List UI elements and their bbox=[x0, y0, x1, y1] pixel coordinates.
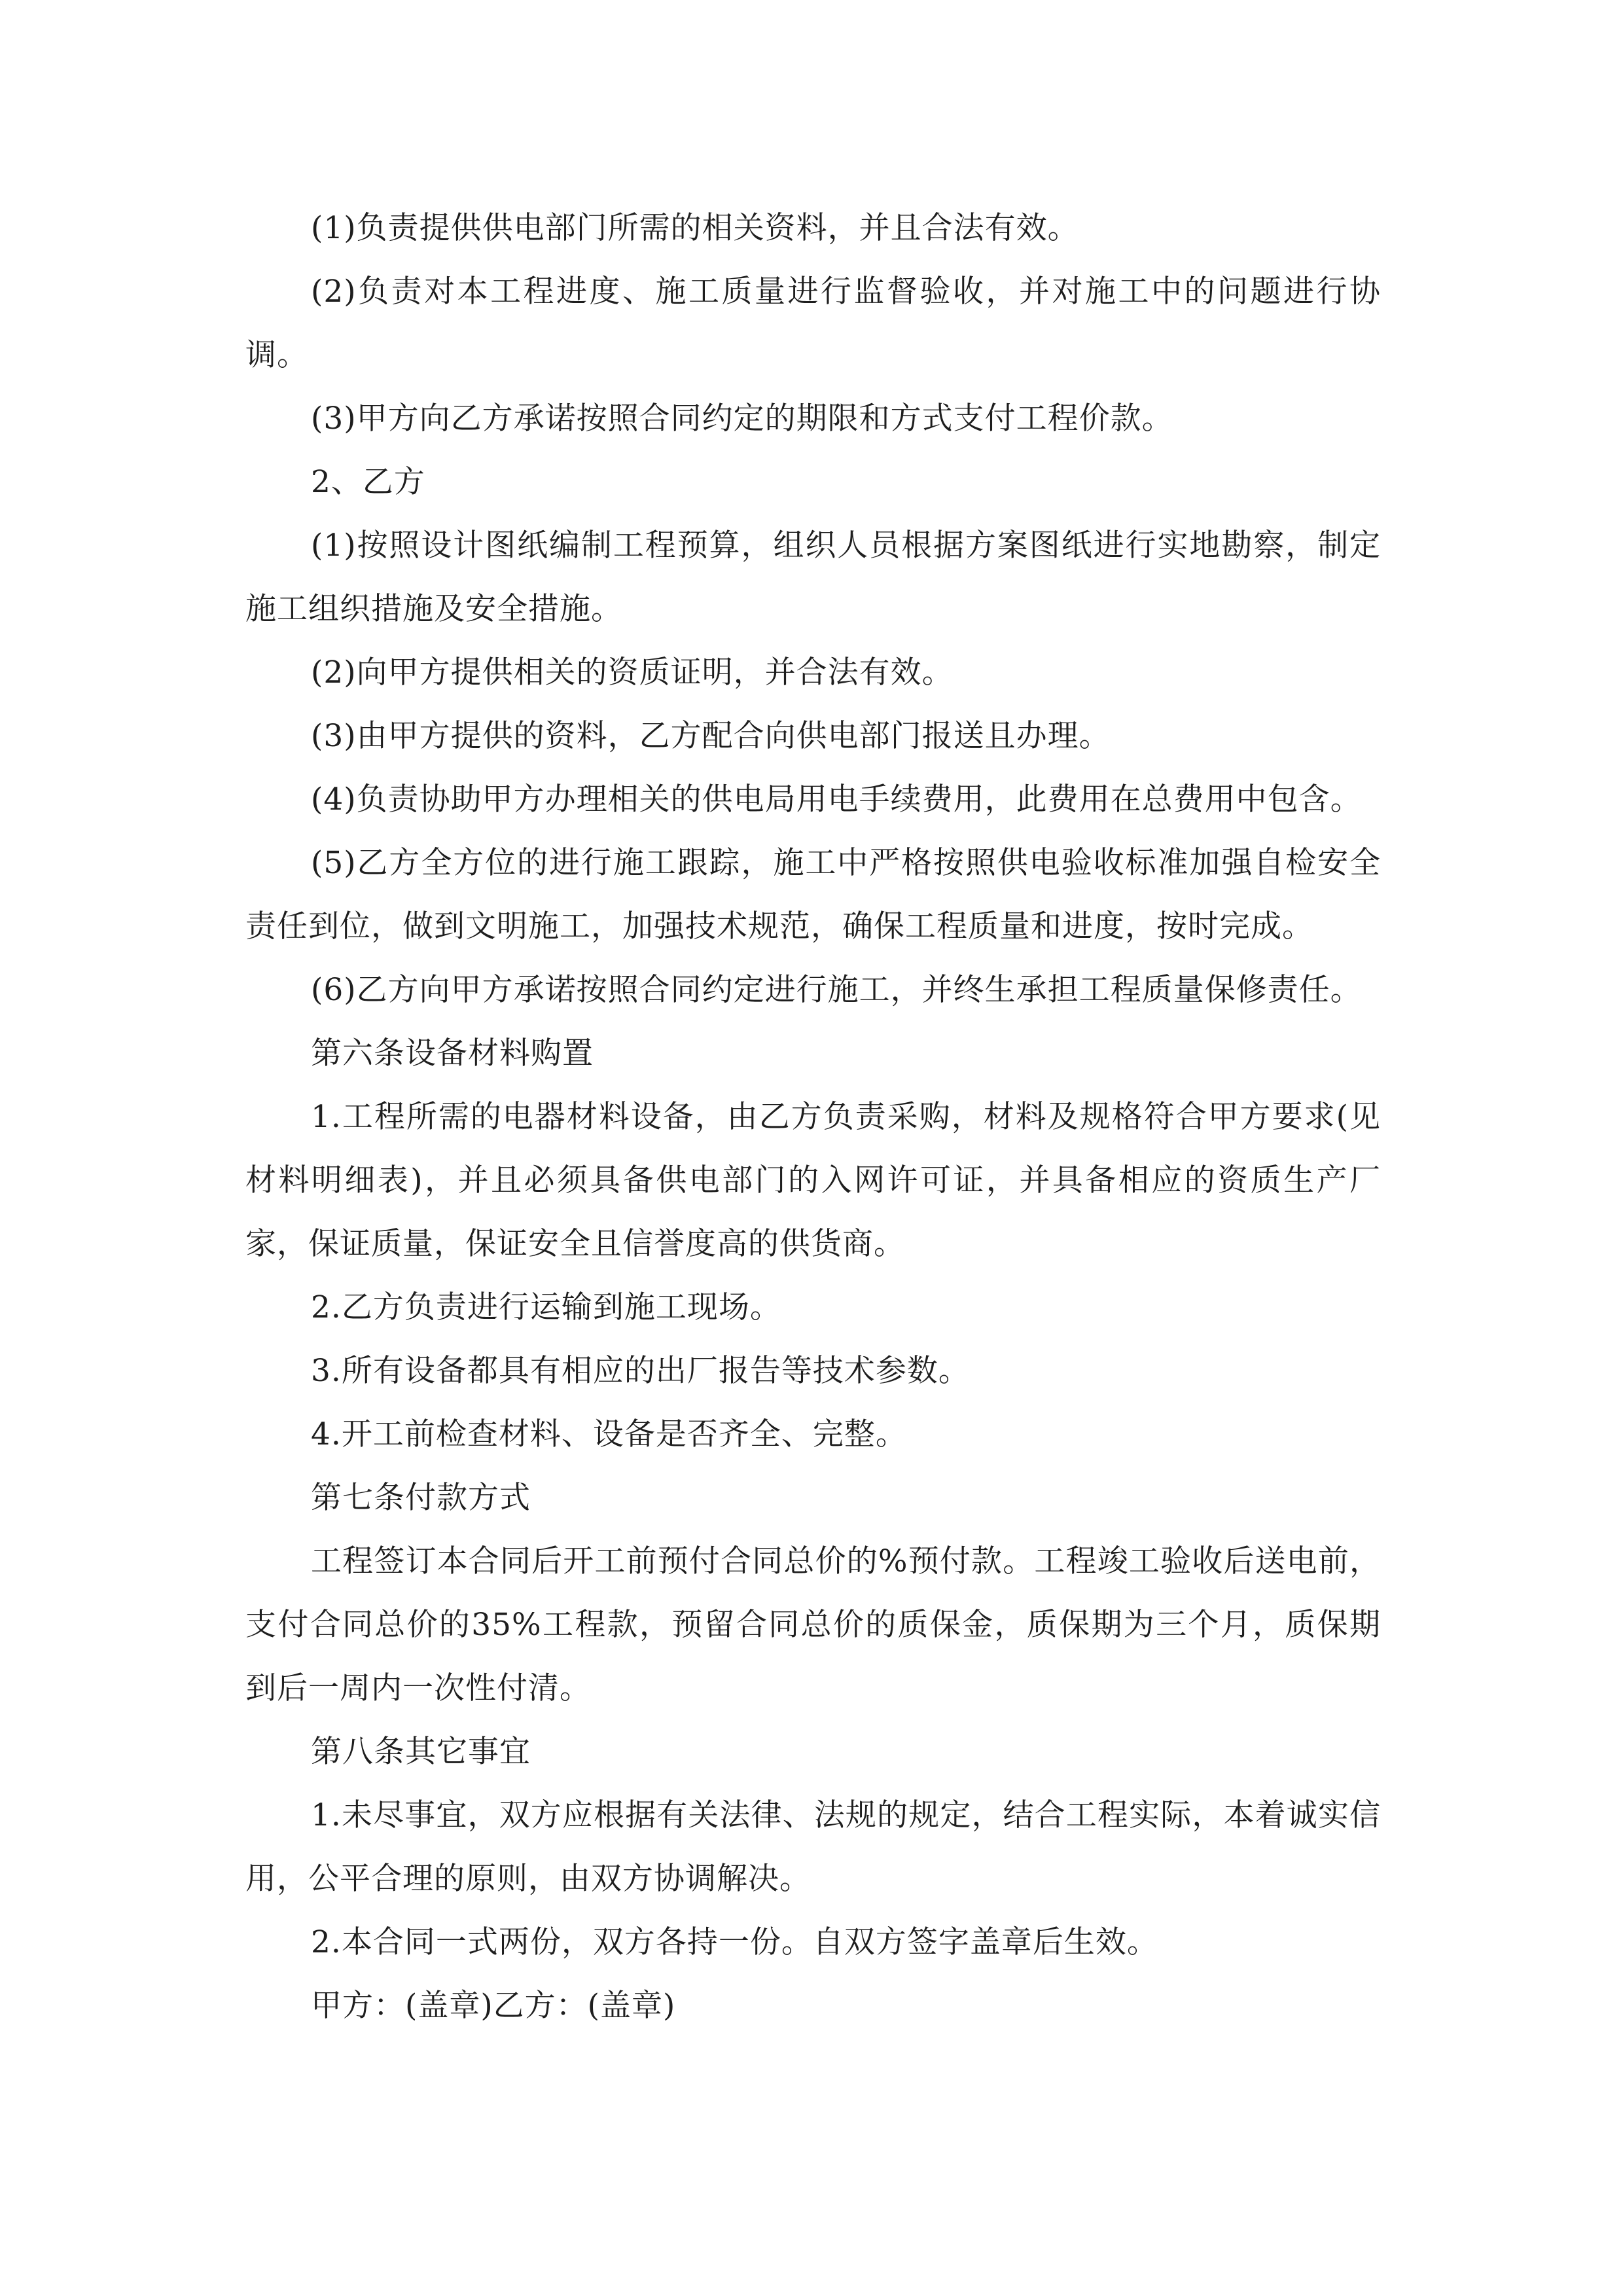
clause-party-b-item-6: (6)乙方向甲方承诺按照合同约定进行施工，并终生承担工程质量保修责任。 bbox=[311, 972, 1362, 1008]
article-8-item-2: 2.本合同一式两份，双方各持一份。自双方签字盖章后生效。 bbox=[311, 1924, 1158, 1960]
clause-party-a-item-3: (3)甲方向乙方承诺按照合同约定的期限和方式支付工程价款。 bbox=[311, 401, 1173, 437]
party-b-heading: 2、乙方 bbox=[311, 464, 425, 500]
article-8-item-1: 1.未尽事宜，双方应根据有关法律、法规的规定，结合工程实际，本着诚实信用，公平合理的原则，由双方协调解决。 bbox=[245, 1797, 1381, 1897]
document-body bbox=[245, 196, 1381, 2037]
article-8-heading: 第八条其它事宜 bbox=[311, 1734, 531, 1770]
article-6-item-4: 4.开工前检查材料、设备是否齐全、完整。 bbox=[311, 1416, 907, 1452]
article-6-item-3: 3.所有设备都具有相应的出厂报告等技术参数。 bbox=[311, 1353, 970, 1389]
clause-party-b-item-4: (4)负责协助甲方办理相关的供电局用电手续费用，此费用在总费用中包含。 bbox=[311, 781, 1362, 817]
signature-line: 甲方：(盖章)乙方：(盖章) bbox=[311, 1988, 676, 2024]
clause-party-b-item-1: (1)按照设计图纸编制工程预算，组织人员根据方案图纸进行实地勘察，制定施工组织措施及安全措施。 bbox=[245, 528, 1381, 627]
clause-party-b-item-3: (3)由甲方提供的资料，乙方配合向供电部门报送且办理。 bbox=[311, 718, 1111, 754]
clause-party-a-item-2: (2)负责对本工程进度、施工质量进行监督验收，并对施工中的问题进行协调。 bbox=[245, 274, 1381, 373]
article-7-body: 工程签订本合同后开工前预付合同总价的%预付款。工程竣工验收后送电前，支付合同总价的35%工程款，预留合同总价的质保金，质保期为三个月，质保期到后一周内一次性付清。 bbox=[245, 1543, 1381, 1706]
article-6-item-2: 2.乙方负责进行运输到施工现场。 bbox=[311, 1289, 781, 1325]
clause-party-b-item-5: (5)乙方全方位的进行施工跟踪，施工中严格按照供电验收标准加强自检安全责任到位，做到文明施工，加强技术规范，确保工程质量和进度，按时完成。 bbox=[245, 845, 1381, 944]
clause-party-b-item-2: (2)向甲方提供相关的资质证明，并合法有效。 bbox=[311, 655, 954, 691]
article-6-heading: 第六条设备材料购置 bbox=[311, 1035, 594, 1071]
article-7-heading: 第七条付款方式 bbox=[311, 1480, 531, 1516]
article-6-item-1: 1.工程所需的电器材料设备，由乙方负责采购，材料及规格符合甲方要求(见材料明细表)，并且必须具备供电部门的入网许可证，并具备相应的资质生产厂家，保证质量，保证安全且信誉度高的供货商。 bbox=[245, 1099, 1381, 1262]
clause-party-a-item-1: (1)负责提供供电部门所需的相关资料，并且合法有效。 bbox=[311, 210, 1079, 246]
